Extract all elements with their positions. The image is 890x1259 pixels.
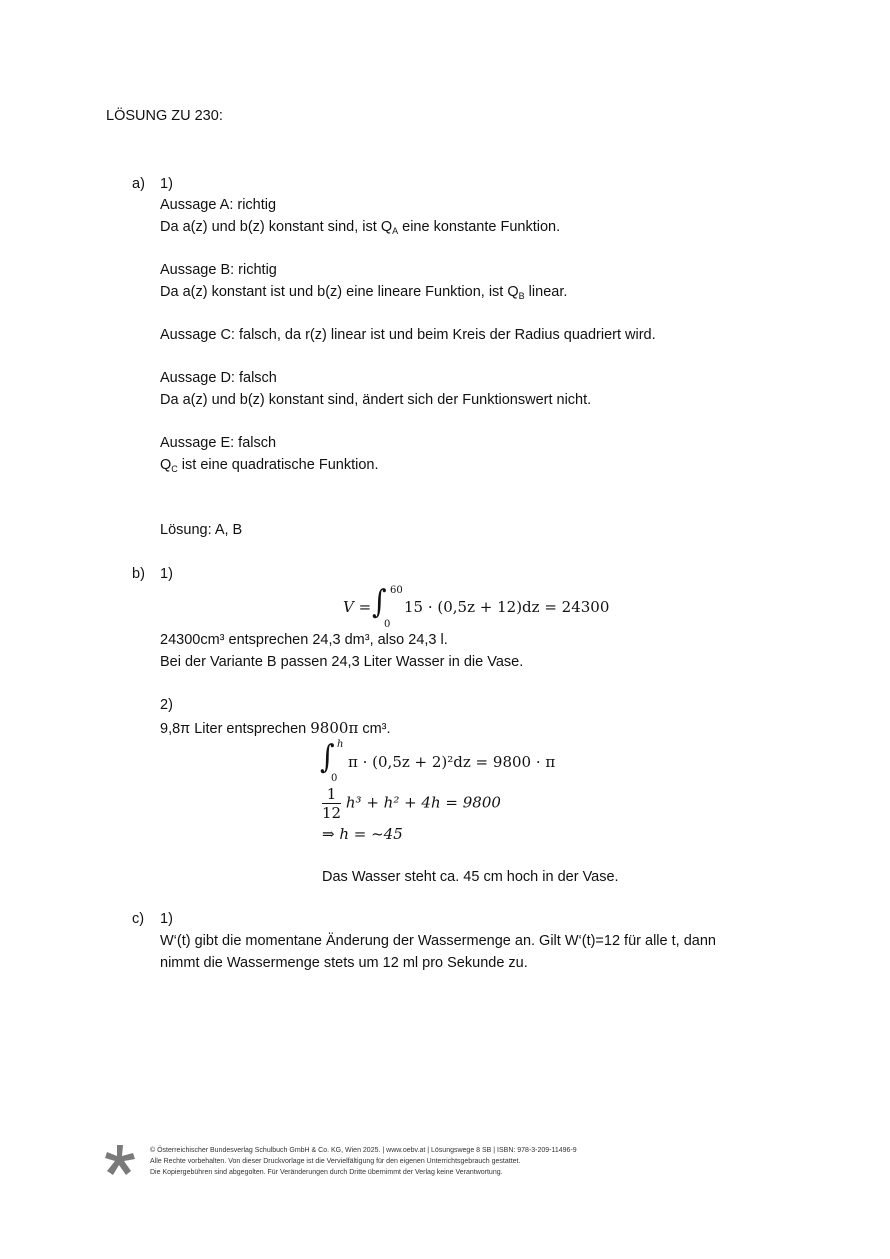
equation-pi-integral: π · (0,5z + 2)²dz = 9800 · π — [348, 753, 556, 771]
loesung: Lösung: A, B — [160, 522, 243, 538]
footer-line-3: Die Kopiergebühren sind abgegolten. Für Veränderungen durch Dritte übernimmt der Verlag keine Verantwortung. — [150, 1169, 503, 1176]
c-line1: W‘(t) gibt die momentane Änderung der Wassermenge an. Gilt W‘(t)=12 für alle t, dann — [160, 933, 716, 949]
part-b-sub2: 2) — [160, 697, 173, 713]
b-line3: 9,8π Liter entsprechen 9800π cm³. — [160, 719, 391, 737]
aussage-e-text: $Q_C$ ist eine quadratische Funktion. — [160, 457, 379, 474]
integral-sign-1: ∫ — [372, 582, 387, 621]
aussage-a: Aussage A: richtig — [160, 197, 277, 213]
b-line2: Bei der Variante B passen 24,3 Liter Wasser in die Vase. — [160, 654, 524, 670]
equation-result: ⇒ h = ~45 — [322, 825, 403, 843]
aussage-e: Aussage E: falsch — [160, 435, 277, 451]
aussage-b: Aussage B: richtig — [160, 262, 277, 278]
equation-volume-body: 15 · (0,5z + 12)dz = 24300 — [404, 598, 610, 616]
part-c-sub1: 1) — [160, 911, 173, 927]
integral-sign-2: ∫ — [320, 737, 335, 776]
integral-1-upper: 60 — [390, 585, 403, 596]
footer-line-2: Alle Rechte vorbehalten. Von dieser Druckvorlage ist die Vervielfältigung für den eigenen Unterrichtsgebrauch gestattet. — [150, 1158, 521, 1165]
integral-1-lower: 0 — [384, 619, 391, 630]
b-line1: 24300cm³ entsprechen 24,3 dm³, also 24,3 l. — [160, 632, 448, 648]
part-a-label: a) — [132, 176, 145, 192]
publisher-logo-icon — [104, 1144, 136, 1176]
equation-volume: V = — [343, 598, 372, 616]
footer-line-1: © Österreichischer Bundesverlag Schulbuch GmbH & Co. KG, Wien 2025. | www.oebv.at | Lösungswege 8 SB | ISBN: 978-3-209-11496-9 — [150, 1147, 577, 1154]
aussage-a-text: Da a(z) und b(z) konstant sind, ist $Q_A$ eine konstante Funktion. — [160, 219, 561, 236]
aussage-d: Aussage D: falsch — [160, 370, 277, 386]
part-b-label: b) — [132, 566, 145, 582]
integral-2-lower: 0 — [331, 773, 338, 784]
c-line2: nimmt die Wassermenge stets um 12 ml pro Sekunde zu. — [160, 955, 528, 971]
aussage-b-text: Da a(z) konstant ist und b(z) eine lineare Funktion, ist $Q_B$ linear. — [160, 284, 568, 301]
part-a-sub1: 1) — [160, 176, 173, 192]
b-result: Das Wasser steht ca. 45 cm hoch in der Vase. — [322, 869, 619, 885]
aussage-d-text: Da a(z) und b(z) konstant sind, ändert sich der Funktionswert nicht. — [160, 392, 592, 408]
aussage-c: Aussage C: falsch, da r(z) linear ist und beim Kreis der Radius quadriert wird. — [160, 327, 656, 343]
fraction-1-12: $\frac{1}{12}$ — [322, 785, 342, 822]
part-b-sub1: 1) — [160, 566, 173, 582]
page-title: LÖSUNG ZU 230: — [106, 108, 223, 124]
part-c-label: c) — [132, 911, 145, 927]
equation-cubic: $\frac{1}{12}$ h³ + h² + 4h = 9800 — [322, 785, 501, 822]
integral-2-upper: h — [337, 739, 344, 750]
